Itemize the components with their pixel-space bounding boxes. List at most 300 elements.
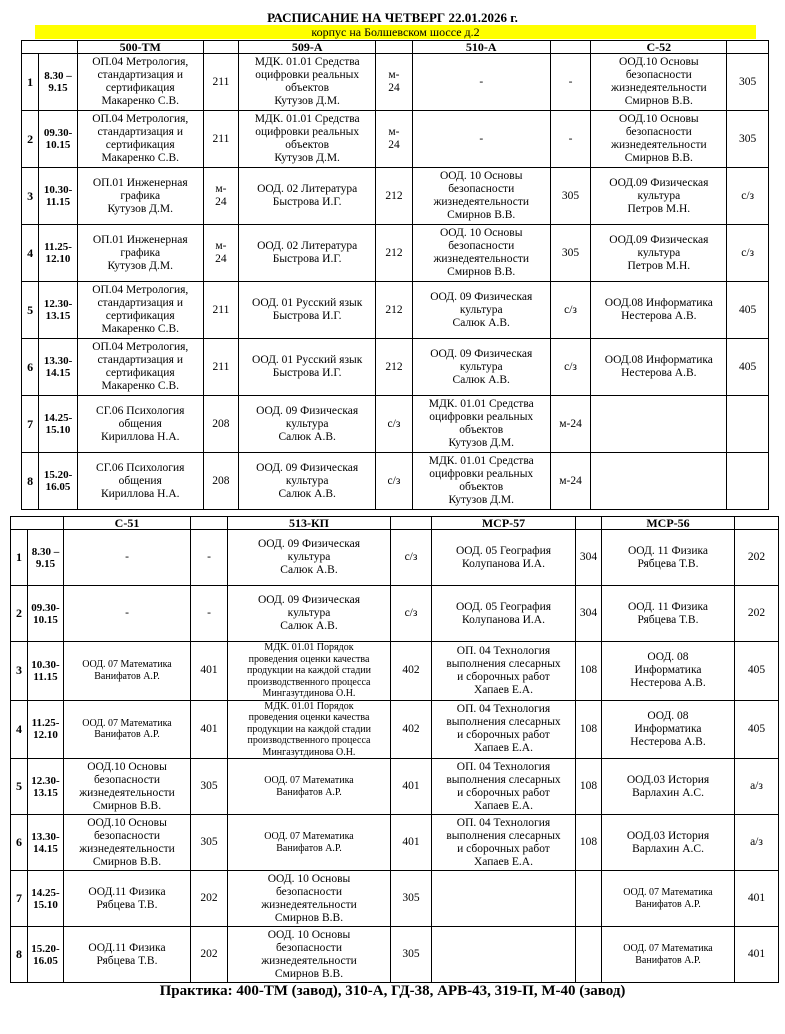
- subject-line: Салюк А.В.: [452, 373, 510, 386]
- room-cell: 305: [391, 927, 432, 983]
- time-line: 8.30 –: [31, 545, 60, 558]
- subject-cell: [64, 642, 191, 701]
- subject-line: Смирнов В.В.: [447, 266, 516, 278]
- room-cell: 202: [735, 586, 779, 642]
- room-cell: м- 24: [203, 168, 239, 225]
- subject-line: графика: [120, 246, 161, 259]
- subject-line: стандартизация и: [97, 126, 183, 138]
- schedule-row: [22, 396, 769, 453]
- subject-line: СГ.06 Психология: [96, 461, 185, 474]
- group-header: С-52: [591, 41, 727, 54]
- subject-line: стандартизация и: [97, 297, 183, 309]
- lesson-number: 3: [22, 168, 39, 225]
- schedule-row: [11, 927, 779, 983]
- time-line: 15.10: [33, 898, 58, 911]
- subject-line: ООД.10 Основы: [619, 113, 699, 125]
- time-line: 13.30-: [31, 830, 60, 843]
- schedule-table-1: [21, 40, 769, 510]
- subject-line: Макаренко С.В.: [101, 95, 180, 107]
- subject-line: ООД.11 Физика: [88, 941, 166, 954]
- subject-line: ООД.09 Физическая: [609, 233, 709, 246]
- subject-line: оцифровки реальных: [429, 411, 534, 423]
- subject-line: Ванифатов А.Р.: [94, 729, 160, 741]
- subject-line: оцифровки реальных: [255, 126, 360, 138]
- subject-line: -: [125, 551, 129, 563]
- schedule-row: [22, 225, 769, 282]
- subject-cell: [228, 815, 391, 871]
- subject-line: оцифровки реальных: [255, 69, 360, 81]
- subject-line: Ванифатов А.Р.: [635, 898, 701, 910]
- subject-line: выполнения слесарных: [446, 829, 561, 842]
- schedule-table-2: [10, 516, 779, 983]
- schedule-row: [11, 759, 779, 815]
- subject-line: Нестерова А.В.: [630, 677, 706, 690]
- lesson-number: 1: [11, 530, 28, 586]
- subject-cell: [432, 530, 576, 586]
- room-cell: [576, 871, 602, 927]
- group-header: 510-А: [412, 41, 550, 54]
- lesson-time: [28, 530, 64, 586]
- subject-cell: [228, 927, 391, 983]
- subject-line: ООД. 07 Математика: [623, 943, 713, 954]
- lesson-time: [28, 871, 64, 927]
- room-cell: м-24: [550, 396, 591, 453]
- subject-cell: [432, 586, 576, 642]
- room-cell: [727, 396, 769, 453]
- time-line: 12.10: [45, 253, 71, 265]
- room-cell: 212: [376, 168, 413, 225]
- room-cell: 304: [576, 586, 602, 642]
- subject-line: Варлахин А.С.: [632, 786, 704, 799]
- room-cell: с/з: [550, 339, 591, 396]
- lesson-number: 2: [11, 586, 28, 642]
- subject-line: графика: [120, 189, 161, 202]
- subject-line: Смирнов В.В.: [92, 799, 162, 812]
- room-cell: с/з: [727, 168, 769, 225]
- subject-line: -: [479, 75, 484, 88]
- subject-cell: [412, 396, 550, 453]
- group-header-room: [376, 41, 413, 54]
- subject-line: Нестерова А.В.: [621, 367, 697, 379]
- room-cell: 401: [735, 927, 779, 983]
- subject-line: безопасности: [93, 773, 160, 786]
- room-cell: 405: [727, 339, 769, 396]
- room-cell: 305: [550, 225, 591, 282]
- subject-cell: [591, 168, 727, 225]
- subject-cell: [602, 815, 735, 871]
- subject-line: ОП.04 Метрология,: [92, 284, 189, 296]
- subject-line: Быстрова И.Г.: [272, 196, 342, 208]
- room-cell: 305: [727, 54, 769, 111]
- time-line: 15.10: [45, 424, 71, 436]
- group-header-room: [735, 517, 779, 530]
- room-cell: 108: [576, 815, 602, 871]
- subject-cell: [412, 339, 550, 396]
- time-line: 10.30-: [31, 658, 60, 671]
- subject-line: ООД.03 История: [626, 773, 710, 786]
- subject-cell: [77, 168, 203, 225]
- subject-cell: [239, 168, 376, 225]
- subject-cell: [228, 586, 391, 642]
- subject-line: объектов: [285, 139, 330, 151]
- room-cell: 305: [191, 815, 228, 871]
- subject-line: Мингазутдинова О.Н.: [262, 746, 356, 758]
- subject-line: Быстрова И.Г.: [272, 367, 342, 379]
- subject-line: культура: [285, 474, 329, 487]
- room-cell: м- 24: [376, 54, 413, 111]
- subject-line: Рябцева Т.В.: [96, 954, 158, 967]
- subject-line: общения: [118, 417, 162, 430]
- subject-cell: [602, 700, 735, 759]
- subject-cell: [591, 453, 727, 510]
- subject-line: Смирнов В.В.: [274, 911, 344, 924]
- time-line: 9.15: [48, 82, 68, 94]
- subject-cell: [591, 339, 727, 396]
- subject-cell: [239, 54, 376, 111]
- subject-cell: [432, 815, 576, 871]
- subject-line: безопасности: [625, 126, 692, 138]
- subject-cell: [77, 282, 203, 339]
- group-header: 500-ТМ: [77, 41, 203, 54]
- subject-line: Кутузов Д.М.: [107, 259, 173, 272]
- subject-line: культура: [459, 303, 503, 316]
- subject-line: СГ.06 Психология: [96, 404, 185, 417]
- group-header-room: [727, 41, 769, 54]
- lesson-number: 5: [22, 282, 39, 339]
- subject-line: ООД. 07 Математика: [623, 887, 713, 898]
- subject-line: и сборочных работ: [457, 786, 550, 799]
- subject-line: стандартизация и: [97, 69, 183, 81]
- subject-cell: [602, 642, 735, 701]
- subject-line: Кутузов Д.М.: [448, 437, 514, 449]
- subject-line: ООД.10 Основы: [87, 760, 167, 773]
- group-header: МСР-56: [602, 517, 735, 530]
- room-cell: 405: [735, 642, 779, 701]
- subject-line: ООД. 10 Основы: [267, 928, 351, 941]
- lesson-number: 7: [22, 396, 39, 453]
- practice-note: Практика: 400-ТМ (завод), 310-А, ГД-38, АРВ-43, 319-П, М-40 (завод): [159, 983, 626, 999]
- room-cell: [727, 453, 769, 510]
- subject-line: культура: [637, 246, 681, 259]
- time-line: 16.05: [45, 481, 71, 493]
- subject-line: ООД. 10 Основы: [267, 872, 351, 885]
- subject-line: ОП.04 Метрология,: [92, 113, 189, 125]
- subject-cell: [77, 453, 203, 510]
- lesson-number: 5: [11, 759, 28, 815]
- subject-cell: [77, 339, 203, 396]
- subject-line: и сборочных работ: [457, 842, 550, 855]
- time-line: 13.15: [33, 786, 58, 799]
- room-cell: 212: [376, 282, 413, 339]
- room-cell: 305: [727, 111, 769, 168]
- time-line: 11.15: [33, 670, 58, 683]
- subject-line: Варлахин А.С.: [632, 842, 704, 855]
- subject-line: ООД. 09 Физическая: [256, 461, 359, 474]
- time-line: 12.30-: [31, 774, 60, 787]
- room-cell: 202: [191, 871, 228, 927]
- subject-line: ОП.04 Метрология,: [92, 341, 189, 353]
- room-cell: 108: [576, 759, 602, 815]
- subject-line: безопасности: [275, 941, 342, 954]
- room-cell: м-24: [550, 453, 591, 510]
- subject-line: ООД. 05 География: [455, 544, 552, 557]
- room-cell: 108: [576, 642, 602, 701]
- time-line: 11.15: [45, 196, 71, 208]
- subject-line: Ванифатов А.Р.: [276, 842, 342, 854]
- subject-cell: [412, 168, 550, 225]
- room-cell: а/з: [735, 815, 779, 871]
- schedule-row: [11, 700, 779, 759]
- room-cell: 402: [391, 642, 432, 701]
- subject-line: жизнедеятельности: [261, 898, 357, 911]
- time-line: 09.30-: [31, 601, 60, 614]
- subject-line: ОП.01 Инженерная: [92, 233, 188, 246]
- subject-cell: [602, 759, 735, 815]
- subject-line: Салюк А.В.: [278, 487, 336, 500]
- subject-line: ОП.04 Метрология,: [92, 56, 189, 68]
- room-cell: 208: [203, 453, 239, 510]
- subject-line: Хапаев Е.А.: [473, 855, 533, 868]
- subject-line: Салюк А.В.: [452, 316, 510, 329]
- schedule-row: [11, 815, 779, 871]
- time-line: 14.25-: [31, 886, 60, 899]
- lesson-number: 3: [11, 642, 28, 701]
- subject-cell: [602, 586, 735, 642]
- room-cell: с/з: [391, 530, 432, 586]
- subject-cell: [64, 700, 191, 759]
- subject-cell: [228, 759, 391, 815]
- subject-cell: [432, 700, 576, 759]
- subject-line: продукции на каждой стадии: [246, 723, 371, 735]
- subject-line: жизнедеятельности: [79, 842, 175, 855]
- room-cell: 405: [727, 282, 769, 339]
- room-cell: 202: [735, 530, 779, 586]
- subject-line: ООД. 01 Русский язык: [252, 354, 363, 366]
- subject-line: ООД. 02 Литература: [257, 240, 358, 252]
- subject-line: Смирнов В.В.: [624, 95, 693, 107]
- lesson-number: 7: [11, 871, 28, 927]
- subject-line: культура: [287, 551, 331, 563]
- subject-cell: [412, 111, 550, 168]
- subject-line: ОП. 04 Технология: [456, 816, 551, 829]
- subject-cell: [591, 111, 727, 168]
- subject-line: Смирнов В.В.: [447, 209, 516, 221]
- page-title: РАСПИСАНИЕ НА ЧЕТВЕРГ 22.01.2026 г.: [267, 10, 518, 25]
- subject-line: Кутузов Д.М.: [274, 95, 340, 107]
- schedule-row: [11, 642, 779, 701]
- time-line: 9.15: [35, 557, 56, 570]
- subject-line: жизнедеятельности: [433, 253, 530, 265]
- subject-line: безопасности: [275, 885, 342, 898]
- subject-line: и сборочных работ: [457, 729, 550, 742]
- subject-line: Кутузов Д.М.: [448, 494, 514, 506]
- subject-line: Рябцева Т.В.: [637, 613, 699, 626]
- subject-line: жизнедеятельности: [79, 786, 175, 799]
- subject-cell: [432, 759, 576, 815]
- subject-cell: [64, 759, 191, 815]
- subject-line: Кутузов Д.М.: [107, 202, 173, 215]
- subject-cell: [432, 642, 576, 701]
- subject-line: Смирнов В.В.: [624, 152, 693, 164]
- room-cell: 401: [191, 700, 228, 759]
- room-cell: с/з: [376, 396, 413, 453]
- subject-line: культура: [285, 417, 329, 430]
- subject-line: Петров М.Н.: [627, 259, 691, 272]
- time-line: 16.05: [33, 954, 58, 967]
- subject-line: ОП.01 Инженерная: [92, 176, 188, 189]
- subject-line: проведения оценки качества: [248, 653, 370, 665]
- subject-line: ООД. 11 Физика: [627, 600, 709, 613]
- subject-line: проведения оценки качества: [248, 712, 370, 723]
- subject-cell: [602, 927, 735, 983]
- subject-line: ООД. 07 Математика: [82, 717, 172, 729]
- subject-cell: [228, 530, 391, 586]
- subject-line: ООД. 07 Математика: [82, 659, 172, 671]
- lesson-number: 2: [22, 111, 39, 168]
- room-cell: 401: [735, 871, 779, 927]
- subject-cell: [77, 396, 203, 453]
- subject-line: Кириллова Н.А.: [100, 430, 180, 443]
- subject-line: сертификация: [105, 310, 175, 322]
- subject-line: выполнения слесарных: [446, 716, 561, 729]
- subject-line: ООД.03 История: [626, 829, 710, 842]
- subject-line: Быстрова И.Г.: [272, 310, 342, 322]
- lesson-time: [39, 111, 78, 168]
- lesson-number: 6: [22, 339, 39, 396]
- subject-cell: [64, 871, 191, 927]
- lesson-number: 4: [11, 700, 28, 759]
- subject-line: ООД. 05 География: [455, 600, 552, 613]
- subject-line: Колупанова И.А.: [462, 557, 545, 570]
- subject-line: ООД. 09 Физическая: [256, 404, 359, 417]
- subject-line: ОП. 04 Технология: [456, 644, 551, 657]
- lesson-time: [28, 642, 64, 701]
- room-cell: 405: [735, 700, 779, 759]
- group-header-room: [203, 41, 239, 54]
- subject-line: Колупанова И.А.: [462, 613, 545, 626]
- time-line: 11.25-: [44, 241, 72, 253]
- subject-line: Быстрова И.Г.: [272, 253, 342, 265]
- time-line: 14.15: [45, 367, 71, 379]
- subject-line: Смирнов В.В.: [92, 855, 162, 868]
- subject-line: ООД. 09 Физическая: [257, 538, 361, 550]
- subject-line: жизнедеятельности: [261, 954, 357, 967]
- group-header: 513-КП: [228, 517, 391, 530]
- subject-line: сертификация: [105, 139, 175, 151]
- subject-line: Макаренко С.В.: [101, 152, 180, 164]
- lesson-time: [39, 453, 78, 510]
- lesson-time: [28, 815, 64, 871]
- subject-cell: [412, 453, 550, 510]
- room-cell: 304: [576, 530, 602, 586]
- room-cell: 208: [203, 396, 239, 453]
- lesson-number: 8: [22, 453, 39, 510]
- subject-line: ООД.08 Информатика: [604, 297, 713, 309]
- schedule-row: [22, 282, 769, 339]
- subject-cell: [591, 396, 727, 453]
- time-line: 15.20-: [43, 469, 73, 481]
- room-cell: -: [191, 530, 228, 586]
- subject-line: общения: [118, 474, 162, 487]
- subject-line: ООД. 11 Физика: [627, 544, 709, 557]
- room-cell: -: [191, 586, 228, 642]
- group-header-row: [11, 517, 779, 530]
- subject-line: Салюк А.В.: [278, 430, 336, 443]
- subject-line: жизнедеятельности: [433, 196, 530, 208]
- time-line: 13.15: [45, 310, 71, 322]
- room-cell: -: [550, 111, 591, 168]
- room-cell: 211: [203, 54, 239, 111]
- schedule-row: [11, 586, 779, 642]
- subject-line: Салюк А.В.: [280, 564, 338, 576]
- group-header: С-51: [64, 517, 191, 530]
- subject-line: Ванифатов А.Р.: [635, 954, 701, 966]
- subject-cell: [412, 225, 550, 282]
- subject-cell: [591, 54, 727, 111]
- subject-line: -: [125, 607, 129, 619]
- subject-line: Ванифатов А.Р.: [276, 786, 342, 798]
- subject-line: Информатика: [634, 664, 702, 677]
- subject-line: ООД.10 Основы: [619, 56, 699, 68]
- time-line: 09.30-: [43, 127, 73, 139]
- subject-line: культура: [459, 360, 503, 373]
- header-corner: [11, 517, 64, 530]
- group-header-room: [550, 41, 591, 54]
- room-cell: 402: [391, 700, 432, 759]
- subject-line: выполнения слесарных: [446, 773, 561, 786]
- subject-line: Ванифатов А.Р.: [94, 670, 160, 682]
- lesson-time: [28, 759, 64, 815]
- subject-line: МДК. 01.01 Порядок: [264, 700, 354, 712]
- room-cell: м- 24: [203, 225, 239, 282]
- room-cell: 305: [550, 168, 591, 225]
- time-line: 14.25-: [43, 412, 73, 424]
- subject-line: выполнения слесарных: [446, 657, 561, 670]
- subject-line: безопасности: [625, 69, 692, 81]
- subject-line: ООД. 09 Физическая: [430, 290, 533, 303]
- time-line: 10.15: [33, 613, 58, 626]
- subject-line: МДК. 01.01 Средства: [254, 113, 360, 125]
- lesson-number: 4: [22, 225, 39, 282]
- subject-line: ООД. 07 Математика: [264, 831, 354, 842]
- schedule-row: [22, 339, 769, 396]
- room-cell: 211: [203, 339, 239, 396]
- subject-line: Нестерова А.В.: [621, 310, 697, 322]
- subject-line: ООД. 09 Физическая: [430, 347, 533, 360]
- subject-cell: [77, 54, 203, 111]
- subject-line: ООД.09 Физическая: [609, 176, 709, 189]
- subject-line: жизнедеятельности: [611, 139, 707, 151]
- subject-cell: [412, 282, 550, 339]
- room-cell: 108: [576, 700, 602, 759]
- group-header-row: [22, 41, 769, 54]
- subject-cell: [228, 871, 391, 927]
- subject-cell: [64, 815, 191, 871]
- group-header: МСР-57: [432, 517, 576, 530]
- subject-line: ООД. 07 Математика: [264, 775, 354, 786]
- subject-line: ООД. 02 Литература: [257, 183, 358, 195]
- subject-cell: [602, 530, 735, 586]
- lesson-time: [28, 927, 64, 983]
- subject-line: Макаренко С.В.: [101, 380, 180, 392]
- subject-line: оцифровки реальных: [429, 468, 534, 480]
- subject-cell: [591, 282, 727, 339]
- subject-line: безопасности: [448, 183, 515, 195]
- time-line: 12.30-: [43, 298, 73, 310]
- subject-cell: [432, 871, 576, 927]
- lesson-time: [39, 282, 78, 339]
- time-line: 8.30 –: [44, 70, 72, 82]
